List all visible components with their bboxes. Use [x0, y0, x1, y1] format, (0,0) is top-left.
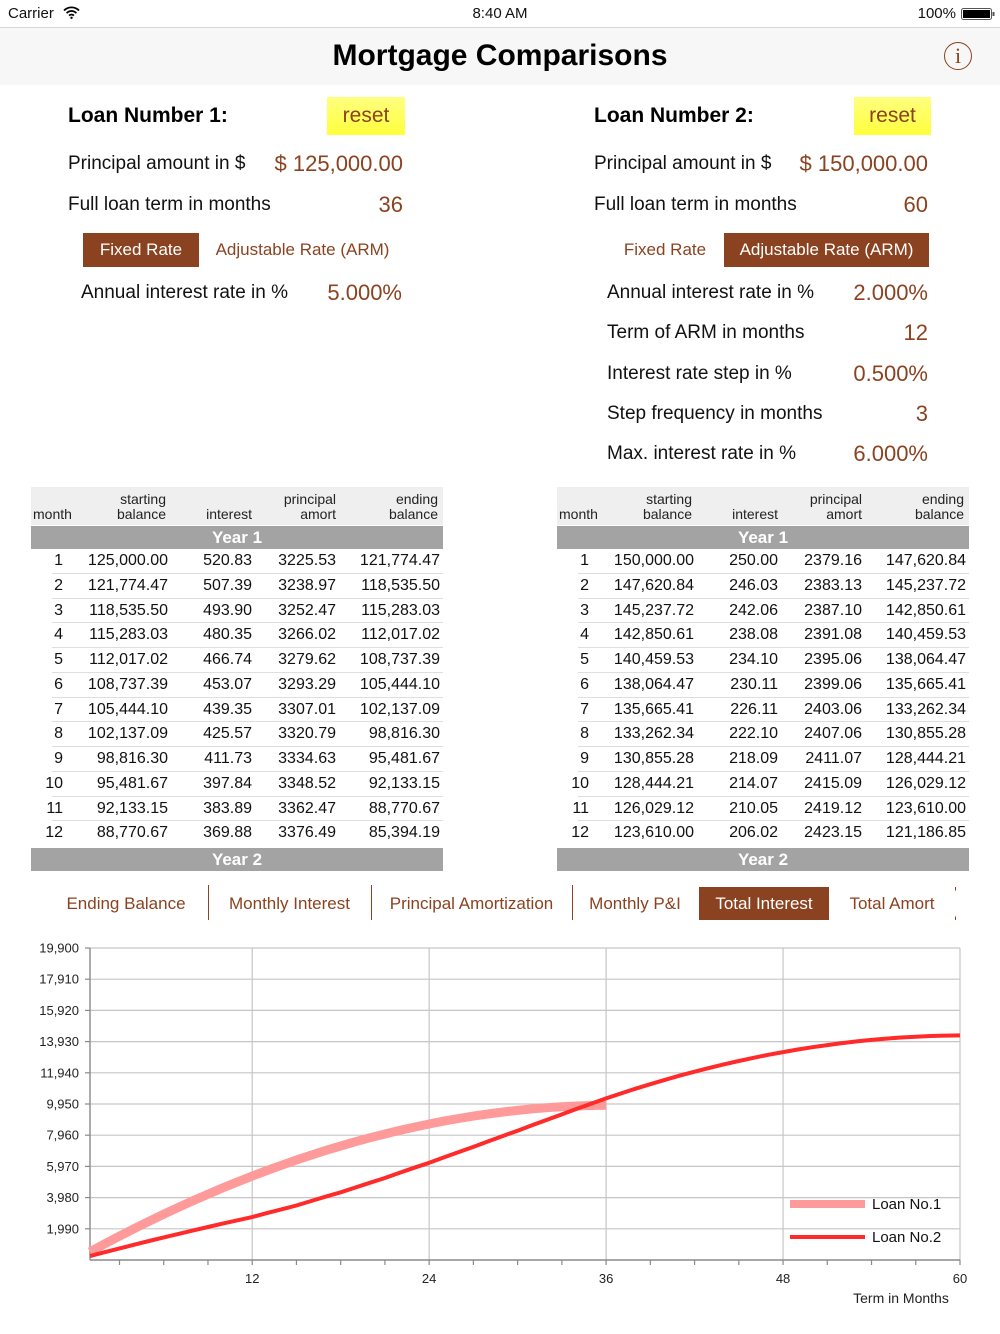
ending-balance-cell: 135,665.41 [885, 675, 966, 693]
interest-cell: 453.07 [203, 675, 252, 693]
principal-amort-cell: 2403.06 [804, 700, 862, 718]
ending-balance-cell: 112,017.02 [361, 626, 440, 644]
x-tick-label: 48 [775, 1271, 791, 1286]
principal-amort-cell: 3252.47 [278, 601, 336, 619]
month-cell: 12 [45, 824, 63, 842]
principal-amort-cell: 3334.63 [278, 750, 336, 767]
loan-2-principal-label: Principal amount in $ [594, 153, 772, 174]
interest-cell: 480.35 [203, 626, 252, 644]
month-cell: 1 [580, 552, 589, 569]
tab-divider [371, 885, 372, 920]
table-row [557, 747, 969, 772]
loan-1-annual-rate-input[interactable]: 5.000% [327, 280, 402, 305]
ending-balance-cell: 88,770.67 [368, 799, 440, 817]
principal-amort-cell: 3238.97 [278, 576, 336, 594]
principal-amort-cell: 3225.53 [278, 552, 336, 569]
status-bar [0, 0, 1000, 28]
month-cell: 2 [580, 576, 589, 594]
header-line-top [171, 492, 252, 507]
interest-cell: 222.10 [729, 725, 778, 743]
ending-balance-header [339, 492, 438, 522]
loan-2-annual-rate-label: Annual interest rate in % [607, 282, 815, 303]
interest-cell: 411.73 [204, 750, 252, 767]
starting-balance-cell: 133,262.34 [613, 725, 694, 743]
interest-cell: 238.08 [729, 626, 778, 644]
starting-balance-cell: 105,444.10 [87, 700, 168, 718]
header-line-bottom: balance [388, 506, 438, 522]
principal-amort-header [781, 492, 862, 522]
table-row [557, 821, 969, 846]
table-row [557, 648, 969, 673]
x-axis-title: Term in Months [853, 1290, 949, 1306]
ending-balance-cell: 121,186.85 [885, 824, 966, 842]
loan-2-arm-term-input[interactable]: 12 [903, 320, 928, 345]
interest-cell: 425.57 [203, 725, 252, 743]
month-cell: 3 [580, 601, 589, 619]
header-line-top: principal [283, 491, 336, 507]
table-row [557, 574, 969, 599]
interest-cell: 226.11 [730, 700, 778, 718]
header-line-top [33, 492, 65, 507]
loan-1-term-label: Full loan term in months [68, 194, 271, 215]
ending-balance-cell: 102,137.09 [359, 700, 440, 718]
ending-balance-cell: 123,610.00 [885, 799, 966, 817]
battery-icon [961, 8, 995, 20]
loan-1-fixed-rate-segment[interactable]: Fixed Rate [83, 233, 199, 267]
header-line-top [697, 492, 778, 507]
starting-balance-cell: 125,000.00 [87, 552, 168, 569]
y-tick-label: 7,960 [46, 1127, 79, 1143]
table-body [31, 549, 443, 846]
header-line-bottom: balance [642, 506, 692, 522]
starting-balance-cell: 145,237.72 [613, 601, 694, 619]
interest-cell: 250.00 [729, 552, 778, 569]
table-row [31, 797, 443, 822]
header-line-bottom: interest [206, 506, 252, 522]
principal-amort-cell: 2379.16 [804, 552, 862, 569]
loan-1-amortization-table[interactable] [31, 487, 443, 871]
header-line-bottom: month [33, 506, 72, 522]
interest-cell: 214.07 [729, 774, 778, 792]
loan-2-term-label: Full loan term in months [594, 194, 797, 215]
loan-2-rate-step-input[interactable]: 0.500% [853, 361, 928, 386]
tab-ending-balance[interactable]: Ending Balance [66, 894, 186, 913]
loan-2-term-input[interactable]: 60 [903, 192, 928, 217]
table-row [31, 549, 443, 574]
table-row [31, 772, 443, 797]
month-cell: 7 [580, 700, 589, 718]
header-line-bottom: balance [116, 506, 166, 522]
principal-amort-cell: 3266.02 [278, 626, 336, 644]
interest-cell: 369.88 [203, 824, 252, 842]
page-title: Mortgage Comparisons [332, 39, 668, 72]
principal-amort-cell: 3307.01 [278, 700, 336, 718]
month-cell: 11 [572, 799, 589, 817]
interest-cell: 218.09 [729, 750, 778, 767]
loan-1-annual-rate-label: Annual interest rate in % [81, 282, 289, 303]
principal-amort-cell: 3293.29 [278, 675, 336, 693]
principal-amort-cell: 3279.62 [278, 651, 336, 668]
month-cell: 8 [580, 725, 589, 743]
ending-balance-cell: 142,850.61 [885, 601, 966, 619]
header-line-bottom: month [559, 506, 598, 522]
starting-balance-cell: 150,000.00 [613, 552, 694, 569]
starting-balance-cell: 95,481.67 [96, 774, 168, 792]
loan-1-heading: Loan Number 1: [68, 104, 228, 127]
principal-amort-cell: 3348.52 [278, 774, 336, 792]
starting-balance-cell: 135,665.41 [613, 700, 694, 718]
x-tick-label: 12 [244, 1271, 260, 1286]
starting-balance-header [65, 492, 166, 522]
loan-2-max-rate-input[interactable]: 6.000% [853, 441, 928, 466]
starting-balance-cell: 92,133.15 [96, 799, 168, 817]
y-tick-label: 3,980 [46, 1190, 79, 1206]
principal-amort-cell: 2383.13 [804, 576, 862, 594]
year-2-header: Year 2 [557, 848, 969, 871]
starting-balance-cell: 123,610.00 [613, 824, 694, 842]
ending-balance-cell: 138,064.47 [885, 651, 966, 668]
interest-cell: 397.84 [203, 774, 252, 792]
principal-amort-cell: 2411.07 [805, 750, 862, 767]
ending-balance-cell: 140,459.53 [885, 626, 966, 644]
principal-amort-cell: 3320.79 [278, 725, 336, 743]
starting-balance-cell: 128,444.21 [613, 774, 694, 792]
battery-percent: 100% [917, 5, 956, 22]
loan-2-rate-step-label: Interest rate step in % [607, 363, 792, 384]
month-cell: 1 [54, 552, 63, 569]
starting-balance-cell: 126,029.12 [613, 799, 694, 817]
loan-2-annual-rate-input[interactable]: 2.000% [853, 280, 928, 305]
table-row [31, 722, 443, 747]
loan-2-arm-segment[interactable]: Adjustable Rate (ARM) [724, 233, 929, 267]
principal-amort-cell: 2419.12 [804, 799, 862, 817]
starting-balance-header [591, 492, 692, 522]
month-cell: 5 [580, 651, 589, 668]
ending-balance-cell: 98,816.30 [368, 725, 440, 743]
header-line-top: ending [395, 491, 438, 507]
table-row [557, 722, 969, 747]
table-row [31, 698, 443, 723]
ending-balance-cell: 130,855.28 [885, 725, 966, 743]
table-header [31, 487, 443, 525]
month-cell: 4 [580, 626, 589, 644]
header-line-top: starting [120, 491, 166, 507]
starting-balance-cell: 98,816.30 [96, 750, 168, 767]
loan-1-arm-segment[interactable]: Adjustable Rate (ARM) [215, 240, 390, 259]
tab-scroll-edge [955, 887, 956, 920]
starting-balance-cell: 130,855.28 [613, 750, 694, 767]
year-2-header: Year 2 [31, 848, 443, 871]
ending-balance-cell: 85,394.19 [368, 824, 440, 842]
month-cell: 11 [46, 799, 63, 817]
principal-amort-header [255, 492, 336, 522]
tab-total-interest[interactable]: Total Interest [699, 887, 829, 920]
table-row [557, 772, 969, 797]
interest-cell: 439.35 [203, 700, 252, 718]
interest-cell: 246.03 [729, 576, 778, 594]
ending-balance-cell: 133,262.34 [885, 700, 966, 718]
loan-1-reset-button[interactable]: reset [327, 97, 405, 135]
principal-amort-cell: 2407.06 [804, 725, 862, 743]
loan-2-fixed-rate-segment[interactable]: Fixed Rate [623, 240, 707, 259]
interest-cell: 210.05 [729, 799, 778, 817]
table-row [557, 623, 969, 648]
table-row [557, 673, 969, 698]
y-tick-label: 17,910 [39, 971, 79, 987]
interest-cell: 520.83 [203, 552, 252, 569]
starting-balance-cell: 115,283.03 [89, 626, 168, 644]
year-1-header: Year 1 [557, 526, 969, 549]
y-tick-label: 11,940 [40, 1065, 79, 1081]
header-line-bottom: amort [300, 506, 336, 522]
ending-balance-cell: 121,774.47 [359, 552, 440, 569]
header-line-top [559, 492, 591, 507]
principal-amort-cell: 2387.10 [804, 601, 862, 619]
loan-2-heading: Loan Number 2: [594, 104, 754, 127]
month-cell: 5 [54, 651, 63, 668]
month-header [559, 492, 598, 522]
principal-amort-cell: 3362.47 [278, 799, 336, 817]
ending-balance-cell: 105,444.10 [359, 675, 440, 693]
starting-balance-cell: 138,064.47 [613, 675, 694, 693]
loan-2-amortization-table[interactable] [557, 487, 969, 871]
table-row [557, 797, 969, 822]
principal-amort-cell: 2415.09 [804, 774, 862, 792]
table-header [557, 487, 969, 525]
table-row [31, 648, 443, 673]
header-line-bottom: amort [826, 506, 862, 522]
ending-balance-cell: 115,283.03 [361, 601, 440, 619]
carrier-label: Carrier [8, 5, 54, 22]
starting-balance-cell: 88,770.67 [96, 824, 168, 842]
loan-1-term-input[interactable]: 36 [378, 192, 403, 217]
legend-label-loan-2: Loan No.2 [872, 1229, 942, 1246]
ending-balance-cell: 145,237.72 [885, 576, 966, 594]
starting-balance-cell: 142,850.61 [613, 626, 694, 644]
principal-amort-cell: 2391.08 [804, 626, 862, 644]
ending-balance-cell: 95,481.67 [368, 750, 440, 767]
header-line-top: starting [646, 491, 692, 507]
year-1-header: Year 1 [31, 526, 443, 549]
month-cell: 4 [54, 626, 63, 644]
interest-cell: 242.06 [729, 601, 778, 619]
starting-balance-cell: 121,774.47 [87, 576, 168, 594]
loan-2-step-frequency-input[interactable]: 3 [915, 401, 928, 426]
loan-1-principal-input[interactable]: $ 125,000.00 [274, 151, 403, 176]
x-tick-label: 24 [421, 1271, 437, 1286]
tab-divider [572, 885, 573, 920]
total-interest-chart [0, 930, 1000, 1334]
interest-cell: 230.11 [730, 675, 778, 693]
table-row [31, 599, 443, 624]
nav-bar [0, 28, 1000, 85]
ending-balance-cell: 108,737.39 [359, 651, 440, 668]
ending-balance-cell: 128,444.21 [885, 750, 966, 767]
month-cell: 6 [580, 675, 589, 693]
loan-2-max-rate-label: Max. interest rate in % [607, 443, 797, 464]
table-row [557, 549, 969, 574]
tab-monthly-pi[interactable]: Monthly P&I [589, 894, 681, 913]
month-cell: 3 [54, 601, 63, 619]
y-tick-label: 5,970 [46, 1158, 79, 1174]
interest-cell: 507.39 [203, 576, 252, 594]
table-row [31, 821, 443, 846]
month-cell: 6 [54, 675, 63, 693]
tab-principal-amortization[interactable]: Principal Amortization [389, 894, 554, 913]
interest-cell: 493.90 [203, 601, 252, 619]
loan-2-step-frequency-label: Step frequency in months [607, 403, 823, 424]
table-row [557, 698, 969, 723]
ending-balance-header [865, 492, 964, 522]
header-line-bottom: interest [732, 506, 778, 522]
interest-cell: 234.10 [729, 651, 778, 668]
month-cell: 9 [54, 750, 63, 767]
interest-header [171, 492, 252, 522]
month-cell: 9 [580, 750, 589, 767]
x-tick-label: 60 [952, 1271, 968, 1286]
header-line-bottom: balance [914, 506, 964, 522]
month-cell: 12 [571, 824, 589, 842]
tab-monthly-interest[interactable]: Monthly Interest [229, 894, 350, 913]
y-tick-label: 15,920 [39, 1002, 79, 1018]
x-tick-label: 36 [598, 1271, 614, 1286]
month-cell: 7 [54, 700, 63, 718]
series-line-loan-2 [90, 1035, 960, 1256]
interest-cell: 466.74 [203, 651, 252, 668]
starting-balance-cell: 108,737.39 [87, 675, 168, 693]
loan-1-principal-label: Principal amount in $ [68, 153, 246, 174]
table-row [31, 673, 443, 698]
header-line-top: ending [921, 491, 964, 507]
y-tick-label: 9,950 [46, 1096, 79, 1112]
interest-cell: 206.02 [729, 824, 778, 842]
principal-amort-cell: 2399.06 [804, 675, 862, 693]
table-row [31, 623, 443, 648]
starting-balance-cell: 112,017.02 [89, 651, 168, 668]
principal-amort-cell: 3376.49 [278, 824, 336, 842]
table-body [557, 549, 969, 846]
legend-label-loan-1: Loan No.1 [872, 1196, 942, 1213]
starting-balance-cell: 147,620.84 [613, 576, 694, 594]
principal-amort-cell: 2395.06 [804, 651, 862, 668]
loan-2-principal-input[interactable]: $ 150,000.00 [799, 151, 928, 176]
ending-balance-cell: 147,620.84 [885, 552, 966, 569]
ending-balance-cell: 126,029.12 [885, 774, 966, 792]
interest-header [697, 492, 778, 522]
month-header [33, 492, 72, 522]
month-cell: 10 [45, 774, 63, 792]
y-tick-label: 19,900 [39, 940, 79, 956]
clock: 8:40 AM [472, 5, 528, 22]
table-row [31, 574, 443, 599]
starting-balance-cell: 140,459.53 [613, 651, 694, 668]
table-row [31, 747, 443, 772]
loan-2-arm-term-label: Term of ARM in months [607, 322, 805, 343]
ending-balance-cell: 92,133.15 [368, 774, 440, 792]
month-cell: 8 [54, 725, 63, 743]
info-icon[interactable]: i [944, 42, 972, 70]
loan-2-reset-button[interactable]: reset [854, 97, 931, 135]
y-tick-label: 1,990 [46, 1221, 79, 1237]
tab-total-amort[interactable]: Total Amort [849, 894, 935, 913]
ending-balance-cell: 118,535.50 [361, 576, 440, 594]
interest-cell: 383.89 [203, 799, 252, 817]
principal-amort-cell: 2423.15 [804, 824, 862, 842]
table-row [557, 599, 969, 624]
y-tick-label: 13,930 [39, 1034, 79, 1050]
month-cell: 10 [571, 774, 589, 792]
starting-balance-cell: 118,535.50 [89, 601, 168, 619]
tab-divider [208, 885, 209, 920]
starting-balance-cell: 102,137.09 [87, 725, 168, 743]
month-cell: 2 [54, 576, 63, 594]
header-line-top: principal [809, 491, 862, 507]
